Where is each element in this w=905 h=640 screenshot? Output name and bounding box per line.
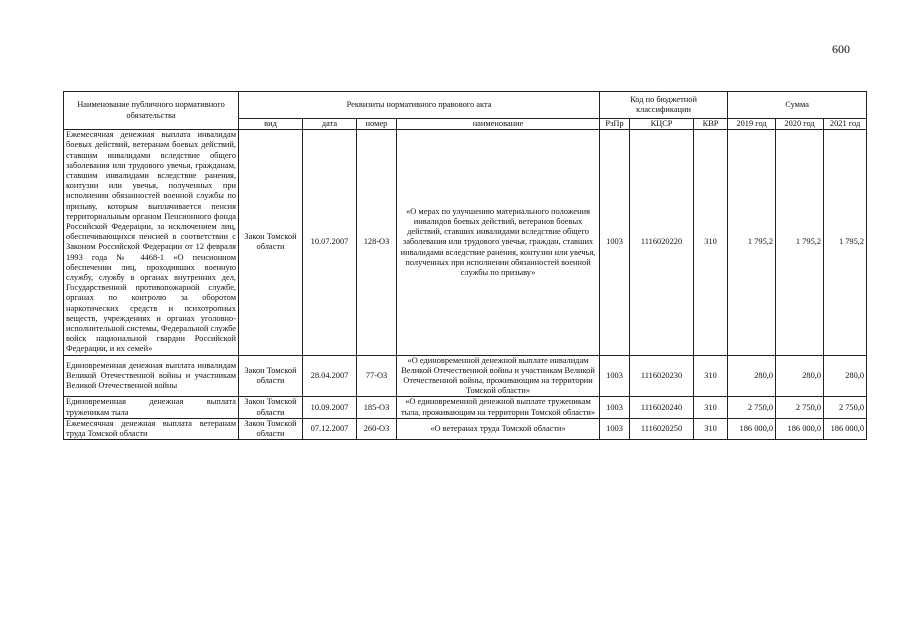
act-type-cell: Закон Томской области bbox=[239, 418, 303, 439]
table-row bbox=[64, 130, 867, 355]
page-number: 600 bbox=[832, 42, 850, 56]
act-number-cell: 77-ОЗ bbox=[357, 355, 397, 397]
table-row bbox=[64, 355, 867, 397]
amount-2019-cell: 186 000,0 bbox=[728, 418, 776, 439]
act-date-cell: 28.04.2007 bbox=[303, 355, 357, 397]
header-requisites: Реквизиты нормативного правового акта bbox=[239, 92, 600, 119]
act-date-cell: 07.12.2007 bbox=[303, 418, 357, 439]
header-number: номер bbox=[357, 119, 397, 130]
header-budget-code: Код по бюджетной классификации bbox=[600, 92, 728, 119]
amount-2020-cell: 280,0 bbox=[776, 355, 824, 397]
header-year-2019: 2019 год bbox=[728, 119, 776, 130]
amount-2020-cell: 1 795,2 bbox=[776, 130, 824, 355]
amount-2019-cell: 280,0 bbox=[728, 355, 776, 397]
act-type-cell: Закон Томской области bbox=[239, 397, 303, 418]
kvr-cell: 310 bbox=[694, 397, 728, 418]
act-title-cell: «О ветеранах труда Томской области» bbox=[397, 418, 600, 439]
obligation-cell: Ежемесячная денежная выплата инвалидам боевых действий, ветеранам боевых действий, ставшим инвалидами вследствие общего заболевания или трудового увечья, гражданам, ставшим инвалидами вследствие ранения, контузии или увечья, полученных при исполнении обязанностей военной службы по призыву, которым выплачивается пенсия территориальным органом Пенсионного фонда Российской Федерации, за исключением лиц, обеспечивающихся пенсией в соответствии с Законом Российской Федерации от 12 февраля 1993 года № 4468-1 «О пенсионном обеспечении лиц, проходивших военную службу, службу в органах внутренних дел, Государственной противопожарной службе, органах по контролю за оборотом наркотических средств и психотропных веществ, учреждениях и органах уголовно-исполнительной системы, Федеральной службе войск национальной гвардии Российской Федерации, и их семей» bbox=[64, 130, 239, 355]
act-number-cell: 185-ОЗ bbox=[357, 397, 397, 418]
rzpr-cell: 1003 bbox=[600, 130, 630, 355]
amount-2020-cell: 2 750,0 bbox=[776, 397, 824, 418]
kcsr-cell: 1116020240 bbox=[630, 397, 694, 418]
act-type-cell: Закон Томской области bbox=[239, 355, 303, 397]
amount-2020-cell: 186 000,0 bbox=[776, 418, 824, 439]
amount-2019-cell: 1 795,2 bbox=[728, 130, 776, 355]
act-title-cell: «О мерах по улучшению материального положения инвалидов боевых действий, ветеранов боевых действий, ставших инвалидами вследствие общего заболевания или трудового увечья, граждан, ставших инвалидами вследствие ранения, контузии или увечья, полученных при исполнении обязанностей военной службы по призыву» bbox=[397, 130, 600, 355]
act-number-cell: 128-ОЗ bbox=[357, 130, 397, 355]
kcsr-cell: 1116020230 bbox=[630, 355, 694, 397]
kcsr-cell: 1116020250 bbox=[630, 418, 694, 439]
act-date-cell: 10.09.2007 bbox=[303, 397, 357, 418]
obligations-table bbox=[63, 91, 867, 440]
table-row bbox=[64, 418, 867, 439]
obligation-cell: Ежемесячная денежная выплата ветеранам труда Томской области bbox=[64, 418, 239, 439]
header-year-2021: 2021 год bbox=[824, 119, 867, 130]
header-vid: вид bbox=[239, 119, 303, 130]
amount-2019-cell: 2 750,0 bbox=[728, 397, 776, 418]
header-date: дата bbox=[303, 119, 357, 130]
header-kvr: КВР bbox=[694, 119, 728, 130]
rzpr-cell: 1003 bbox=[600, 418, 630, 439]
kvr-cell: 310 bbox=[694, 418, 728, 439]
act-title-cell: «О единовременной денежной выплате инвалидам Великой Отечественной войны и участникам Великой Отечественной войны, проживающим на территории Томской области» bbox=[397, 355, 600, 397]
kvr-cell: 310 bbox=[694, 355, 728, 397]
act-type-cell: Закон Томской области bbox=[239, 130, 303, 355]
header-obligation: Наименование публичного нормативного обязательства bbox=[64, 92, 239, 130]
rzpr-cell: 1003 bbox=[600, 397, 630, 418]
amount-2021-cell: 280,0 bbox=[824, 355, 867, 397]
rzpr-cell: 1003 bbox=[600, 355, 630, 397]
act-date-cell: 10.07.2007 bbox=[303, 130, 357, 355]
header-amount: Сумма bbox=[728, 92, 867, 119]
header-kcsr: КЦСР bbox=[630, 119, 694, 130]
table-row bbox=[64, 397, 867, 418]
obligation-cell: Единовременная денежная выплата инвалидам Великой Отечественной войны и участникам Великой Отечественной войны bbox=[64, 355, 239, 397]
act-number-cell: 260-ОЗ bbox=[357, 418, 397, 439]
amount-2021-cell: 2 750,0 bbox=[824, 397, 867, 418]
amount-2021-cell: 1 795,2 bbox=[824, 130, 867, 355]
table-header bbox=[64, 92, 867, 130]
header-rzpr: РзПр bbox=[600, 119, 630, 130]
header-name: наименование bbox=[397, 119, 600, 130]
kcsr-cell: 1116020220 bbox=[630, 130, 694, 355]
amount-2021-cell: 186 000,0 bbox=[824, 418, 867, 439]
act-title-cell: «О единовременной денежной выплате труженикам тыла, проживающим на территории Томской области» bbox=[397, 397, 600, 418]
kvr-cell: 310 bbox=[694, 130, 728, 355]
header-year-2020: 2020 год bbox=[776, 119, 824, 130]
obligation-cell: Единовременная денежная выплата труженикам тыла bbox=[64, 397, 239, 418]
